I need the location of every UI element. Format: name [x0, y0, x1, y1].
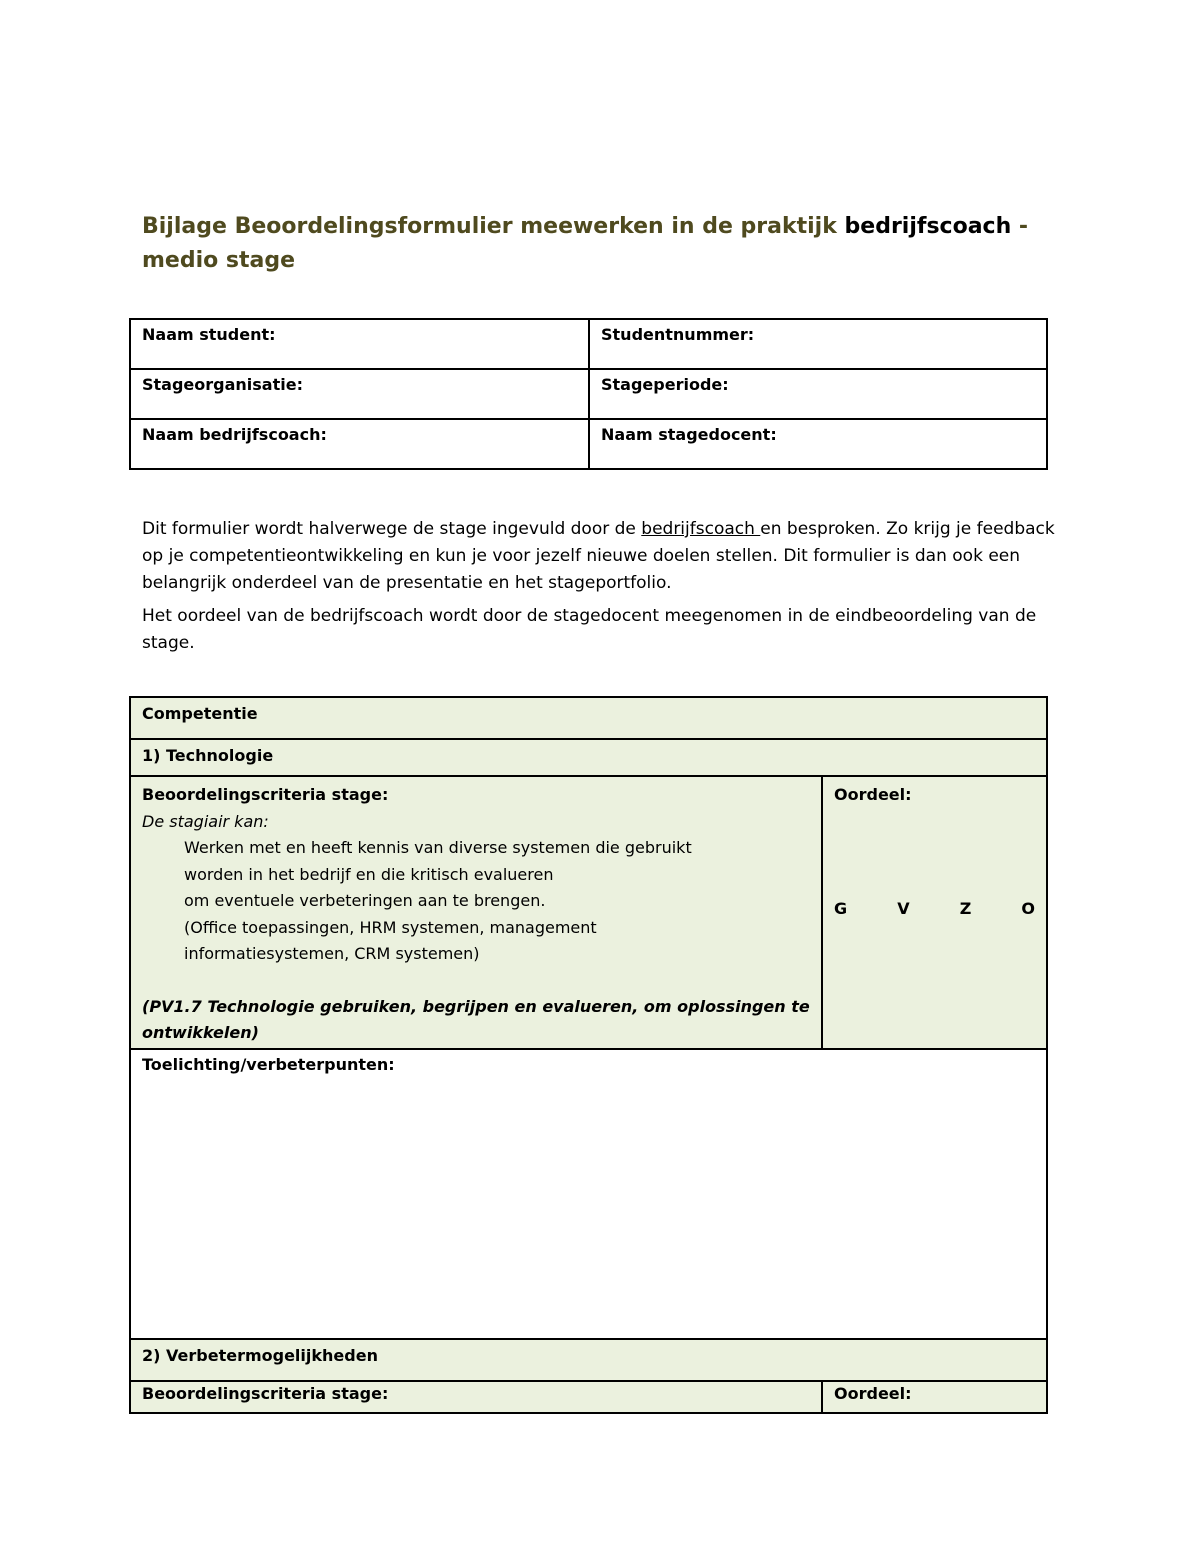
- student-info-table: [129, 318, 1048, 470]
- section-2-criteria-label: Beoordelingscriteria stage:: [130, 1381, 822, 1413]
- naam-bedrijfscoach-field[interactable]: Naam bedrijfscoach:: [130, 419, 589, 469]
- section-1-oordeel: [822, 776, 1047, 1049]
- pv-reference: (PV1.7 Technologie gebruiken, begrijpen en evalueren, om oplossingen te ontwikkelen): [142, 996, 810, 1042]
- naam-stagedocent-field[interactable]: Naam stagedocent:: [589, 419, 1047, 469]
- intro-p1-underlined: bedrijfscoach: [641, 519, 761, 539]
- criteria-line: Werken met en heeft kennis van diverse systemen die gebruikt: [184, 838, 692, 857]
- section-1-title: 1) Technologie: [130, 739, 1047, 776]
- grade-o[interactable]: O: [1021, 899, 1035, 918]
- section-1-criteria: [130, 776, 822, 1049]
- criteria-label: Beoordelingscriteria stage:: [142, 785, 389, 804]
- stageorganisatie-field[interactable]: Stageorganisatie:: [130, 369, 589, 419]
- oordeel-label: Oordeel:: [834, 785, 912, 804]
- competence-table: [129, 696, 1048, 1414]
- grade-options: [834, 899, 1035, 918]
- grade-v[interactable]: V: [897, 899, 910, 918]
- title-part-3: - medio stage: [142, 214, 1029, 273]
- title-part-2: bedrijfscoach: [844, 214, 1012, 239]
- competentie-header: Competentie: [130, 697, 1047, 739]
- intro-p1-end: en besproken. Zo krijg je feedback op je competentieontwikkeling en kun je voor jezelf nieuwe doelen stellen. Dit formulier is dan ook een belangrijk onderdeel van de presentatie en het stageportfolio.: [142, 519, 1055, 593]
- grade-g[interactable]: G: [834, 899, 848, 918]
- grade-z[interactable]: Z: [959, 899, 972, 918]
- page-title: [142, 210, 1062, 278]
- criteria-line: worden in het bedrijf en die kritisch evalueren: [184, 864, 554, 884]
- criteria-sub: De stagiair kan:: [142, 811, 269, 831]
- criteria-line: om eventuele verbeteringen aan te brengen.: [184, 891, 546, 910]
- naam-student-field[interactable]: Naam student:: [130, 319, 589, 369]
- stageperiode-field[interactable]: Stageperiode:: [589, 369, 1047, 419]
- toelichting-field[interactable]: Toelichting/verbeterpunten:: [130, 1049, 1047, 1339]
- intro-paragraph-2: Het oordeel van de bedrijfscoach wordt door de stagedocent meegenomen in de eindbeoordeling van de stage.: [142, 606, 1037, 653]
- section-2-oordeel-label: Oordeel:: [822, 1381, 1047, 1413]
- intro-text: [142, 516, 1062, 663]
- intro-paragraph-1: [142, 516, 1062, 597]
- title-part-1: Bijlage Beoordelingsformulier meewerken in de praktijk: [142, 214, 845, 239]
- criteria-line: informatiesystemen, CRM systemen): [184, 944, 480, 963]
- section-2-title: 2) Verbetermogelijkheden: [130, 1339, 1047, 1381]
- intro-p1-start: Dit formulier wordt halverwege de stage ingevuld door de: [142, 519, 642, 539]
- studentnummer-field[interactable]: Studentnummer:: [589, 319, 1047, 369]
- criteria-line: (Office toepassingen, HRM systemen, management: [184, 917, 597, 937]
